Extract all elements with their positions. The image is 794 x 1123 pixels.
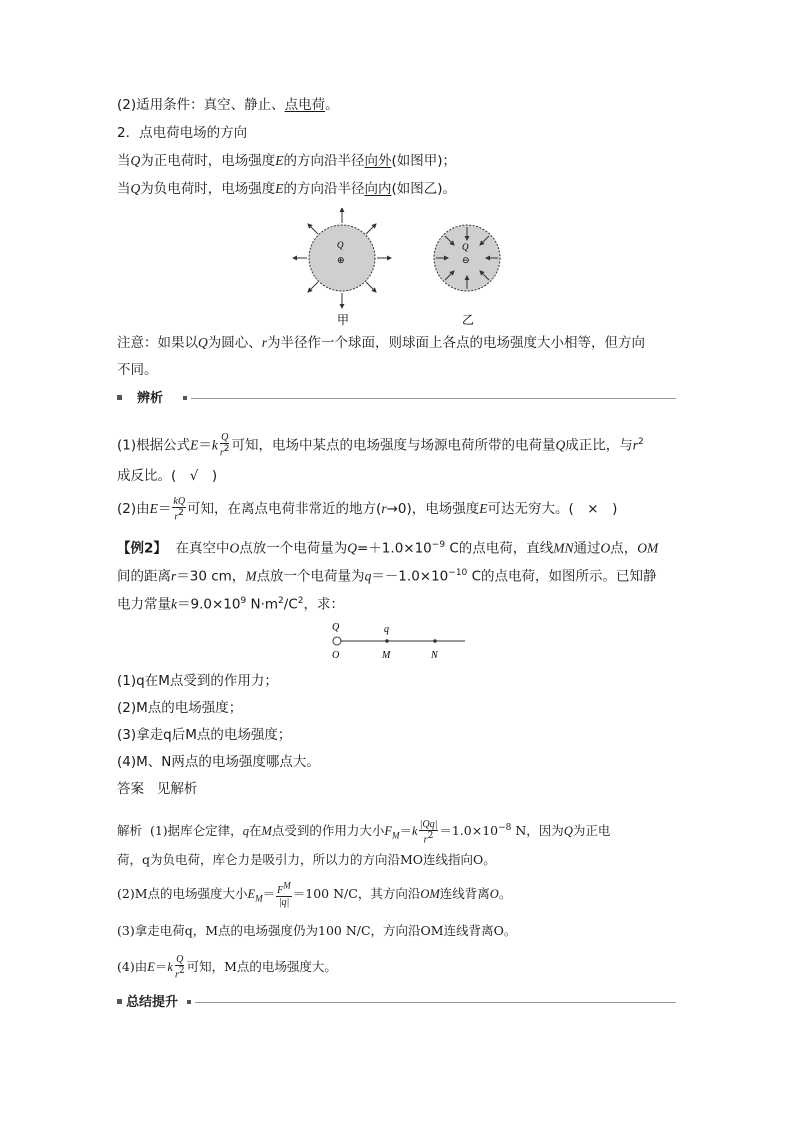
bullet-icon — [117, 395, 122, 400]
section-heading-direction: 2．点电荷电场的方向 — [117, 125, 248, 141]
label-m: M — [382, 650, 391, 661]
negative-charge-line: 当Q为负电荷时，电场强度E的方向沿半径向内(如图乙)。 — [117, 181, 457, 197]
solution-line-5: (4)由E＝k $\frac{Q}{r^2}$ 可知，M点的电场强度大。 — [117, 954, 337, 981]
label-o: O — [332, 650, 340, 661]
summary-section-header — [117, 993, 676, 1013]
question-1: (1)q在M点受到的作用力； — [117, 673, 278, 689]
answer-line — [117, 779, 197, 799]
question-4: (4)M、N两点的电场强度哪点大。 — [117, 754, 320, 770]
field-direction-figure — [285, 208, 515, 328]
jiexi-item-2: (2)由E＝ $\frac{kQ}{r^2}$ 可知，在离点电荷非常近的地方(r→0)，电场强度E可达无穷大。( × ) — [117, 495, 618, 523]
label-q-small: q — [384, 624, 389, 635]
figure-yi — [434, 225, 500, 291]
solution-line-2: 荷，q为负电荷，库仑力是吸引力，所以力的方向沿MO连线指向O。 — [117, 852, 496, 867]
question-3: (3)拿走q后M点的电场强度； — [117, 727, 292, 743]
jiexi-section-header — [117, 389, 676, 409]
bullet-icon — [117, 999, 122, 1004]
figure-jia — [293, 208, 391, 308]
solution-line-4: (3)拿走电荷q，M点的电场强度仍为100 N/C，方向沿OM连线背离O。 — [117, 923, 517, 938]
positive-sign-icon: ⊕ — [337, 256, 345, 266]
caption-yi: 乙 — [462, 313, 475, 327]
yi-q-label: Q — [462, 242, 469, 252]
positive-charge-line: 当Q为正电荷时，电场强度E的方向沿半径向外(如图甲)； — [117, 153, 457, 169]
example-line-3: 电力常量$k=9.0\times 10^9$ $N\cdot m^2/C^2$，求： — [117, 596, 344, 613]
charge-q-circle — [333, 637, 341, 645]
label-n: N — [431, 650, 438, 661]
dot-icon — [183, 396, 187, 400]
example-line-2: 间的距离r＝30 cm，M点放一个电荷量为$q=-1.0\times 10^{-10}$ C的点电荷，如图所示。已知静 — [117, 568, 657, 585]
answer-label: 答案 — [117, 781, 144, 797]
example-line-1: 【例2】 在真空中O点放一个电荷量为$Q=+1.0\times 10^{-9}$ C的点电荷，直线MN通过O点，OM — [117, 540, 659, 557]
header-rule — [191, 398, 676, 399]
answer-text: 见解析 — [156, 781, 198, 797]
note-line-1: 注意：如果以Q为圆心、r为半径作一个球面，则球面上各点的电场强度大小相等，但方向 — [117, 335, 646, 351]
note-line-2: 不同。 — [117, 362, 158, 378]
jiexi-item-1: (1)根据公式E＝k $\frac{Q}{r^2}$ 可知，电场中某点的电场强度与场源电荷所带的电荷量Q成正比，与$r^2$ — [117, 432, 644, 459]
point-n-dot — [433, 639, 437, 643]
summary-title: 总结提升 — [126, 995, 179, 1010]
jia-q-label: Q — [337, 240, 344, 250]
negative-sign-icon: ⊖ — [462, 256, 470, 266]
jiexi-item-1-cont: 成反比。( √ ) — [117, 468, 218, 484]
header-rule — [195, 1002, 676, 1003]
solution-label: 解析 — [117, 823, 143, 839]
condition-line: (2)适用条件：真空、静止、点电荷。 — [117, 97, 339, 113]
example-label: 【例2】 — [117, 540, 167, 557]
label-q-big: Q — [332, 622, 340, 633]
jiexi-title: 辨析 — [137, 391, 164, 406]
caption-jia: 甲 — [337, 313, 350, 327]
line-om-n-figure — [325, 618, 470, 662]
solution-line-3: (2)M点的电场强度大小$E_M=$ $\frac{F^M}{|q|}$ ＝100 N/C，其方向沿OM连线背离O。 — [117, 880, 512, 909]
point-m-dot — [385, 639, 389, 643]
question-2: (2)M点的电场强度； — [117, 700, 243, 716]
solution-line-1: 解析 (1)据库仑定律，q在M点受到的作用力大小$F_M=k$ $\frac{|Qq|}{r^2}$ $=1.0\times 10^{-8}$ N，因为Q为正电 — [117, 818, 611, 845]
dot-icon — [187, 1000, 191, 1004]
